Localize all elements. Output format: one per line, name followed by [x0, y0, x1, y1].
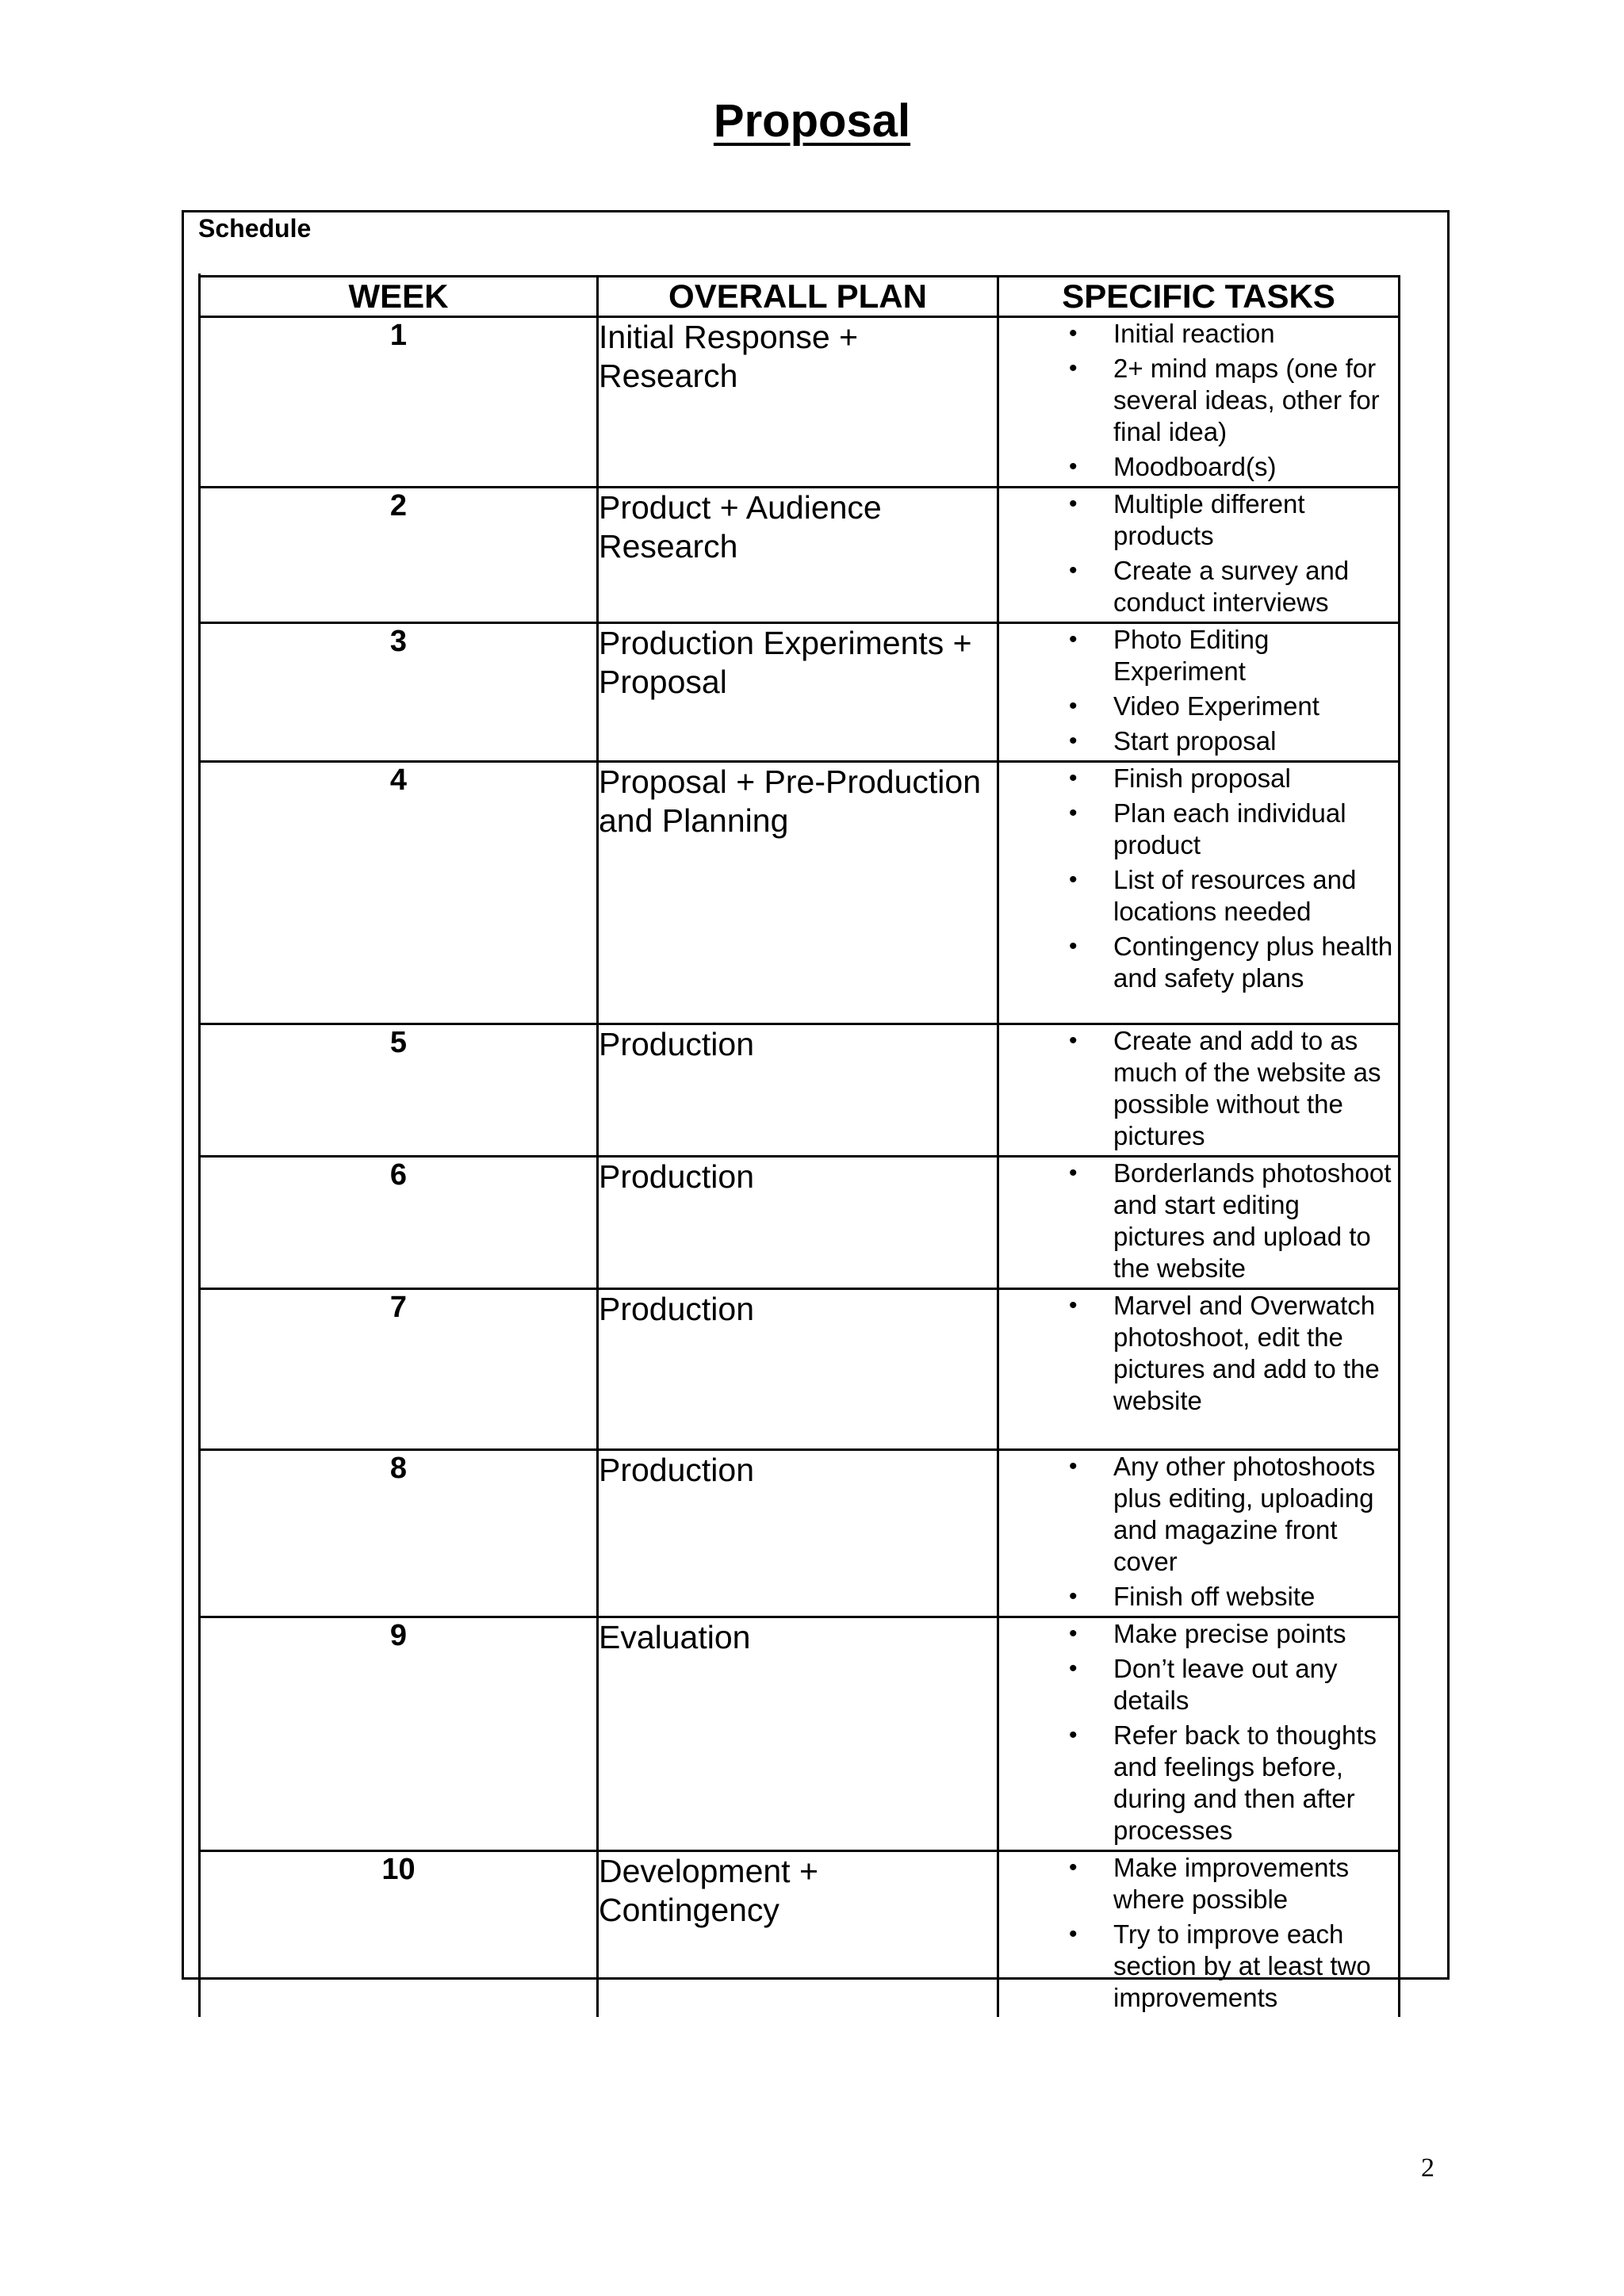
specific-tasks: [998, 1289, 1400, 1450]
table-row: [200, 1851, 1400, 2018]
overall-plan: Production: [598, 1450, 998, 1617]
specific-tasks: [998, 1024, 1400, 1157]
task-item: • Try to improve each section by at least two improvements: [999, 1919, 1398, 2014]
task-list: [999, 318, 1398, 483]
task-list: [999, 1290, 1398, 1417]
specific-tasks: [998, 1617, 1400, 1851]
overall-plan: Development + Contingency: [598, 1851, 998, 2018]
specific-tasks: [998, 762, 1400, 1024]
task-item: • Finish proposal: [999, 763, 1398, 794]
week-number: 5: [200, 1024, 598, 1157]
table-row: [200, 762, 1400, 1024]
schedule-table: [198, 275, 1400, 2017]
header-overall-plan: OVERALL PLAN: [598, 277, 998, 317]
specific-tasks: [998, 317, 1400, 488]
task-list: [999, 1158, 1398, 1284]
overall-plan: Production: [598, 1157, 998, 1289]
week-number: 7: [200, 1289, 598, 1450]
task-item: • List of resources and locations needed: [999, 864, 1398, 928]
task-list: [999, 1852, 1398, 2014]
page-number: 2: [1421, 2153, 1434, 2183]
table-row: [200, 317, 1400, 488]
table-row: [200, 1450, 1400, 1617]
task-item: • Finish off website: [999, 1581, 1398, 1613]
task-list: [999, 488, 1398, 618]
task-item: • Moodboard(s): [999, 451, 1398, 483]
task-item: • Don’t leave out any details: [999, 1653, 1398, 1716]
task-item: • Make precise points: [999, 1618, 1398, 1650]
header-week: WEEK: [200, 277, 598, 317]
task-item: • 2+ mind maps (one for several ideas, other for final idea): [999, 353, 1398, 448]
week-number: 10: [200, 1851, 598, 2018]
task-item: • Create and add to as much of the website as possible without the pictures: [999, 1025, 1398, 1152]
task-list: [999, 763, 1398, 994]
table-header-row: [200, 277, 1400, 317]
task-list: [999, 1618, 1398, 1846]
specific-tasks: [998, 623, 1400, 762]
specific-tasks: [998, 488, 1400, 623]
header-specific-tasks: SPECIFIC TASKS: [998, 277, 1400, 317]
overall-plan: Production: [598, 1024, 998, 1157]
task-item: • Initial reaction: [999, 318, 1398, 350]
task-item: • Refer back to thoughts and feelings before, during and then after processes: [999, 1720, 1398, 1846]
week-number: 3: [200, 623, 598, 762]
section-label: Schedule: [198, 214, 312, 243]
table-row: [200, 1617, 1400, 1851]
specific-tasks: [998, 1851, 1400, 2018]
task-item: • Contingency plus health and safety plans: [999, 931, 1398, 994]
overall-plan: Production Experiments + Proposal: [598, 623, 998, 762]
task-item: • Plan each individual product: [999, 798, 1398, 861]
week-number: 2: [200, 488, 598, 623]
task-list: [999, 1025, 1398, 1152]
week-number: 9: [200, 1617, 598, 1851]
task-item: • Photo Editing Experiment: [999, 624, 1398, 687]
table-row: [200, 1157, 1400, 1289]
task-item: • Video Experiment: [999, 691, 1398, 722]
overall-plan: Product + Audience Research: [598, 488, 998, 623]
task-list: [999, 1451, 1398, 1613]
overall-plan: Production: [598, 1289, 998, 1450]
task-item: • Any other photoshoots plus editing, uploading and magazine front cover: [999, 1451, 1398, 1578]
week-number: 6: [200, 1157, 598, 1289]
week-number: 4: [200, 762, 598, 1024]
week-number: 8: [200, 1450, 598, 1617]
week-number: 1: [200, 317, 598, 488]
page-title: Proposal: [713, 95, 911, 147]
table-row: [200, 1024, 1400, 1157]
schedule-body: [200, 317, 1400, 2018]
task-item: • Create a survey and conduct interviews: [999, 555, 1398, 618]
task-item: • Make improvements where possible: [999, 1852, 1398, 1915]
overall-plan: Proposal + Pre-Production and Planning: [598, 762, 998, 1024]
task-item: • Multiple different products: [999, 488, 1398, 552]
task-list: [999, 624, 1398, 757]
table-row: [200, 623, 1400, 762]
table-row: [200, 1289, 1400, 1450]
table-row: [200, 488, 1400, 623]
specific-tasks: [998, 1450, 1400, 1617]
task-item: • Borderlands photoshoot and start editing pictures and upload to the website: [999, 1158, 1398, 1284]
task-item: • Marvel and Overwatch photoshoot, edit the pictures and add to the website: [999, 1290, 1398, 1417]
specific-tasks: [998, 1157, 1400, 1289]
task-item: • Start proposal: [999, 725, 1398, 757]
overall-plan: Initial Response + Research: [598, 317, 998, 488]
overall-plan: Evaluation: [598, 1617, 998, 1851]
